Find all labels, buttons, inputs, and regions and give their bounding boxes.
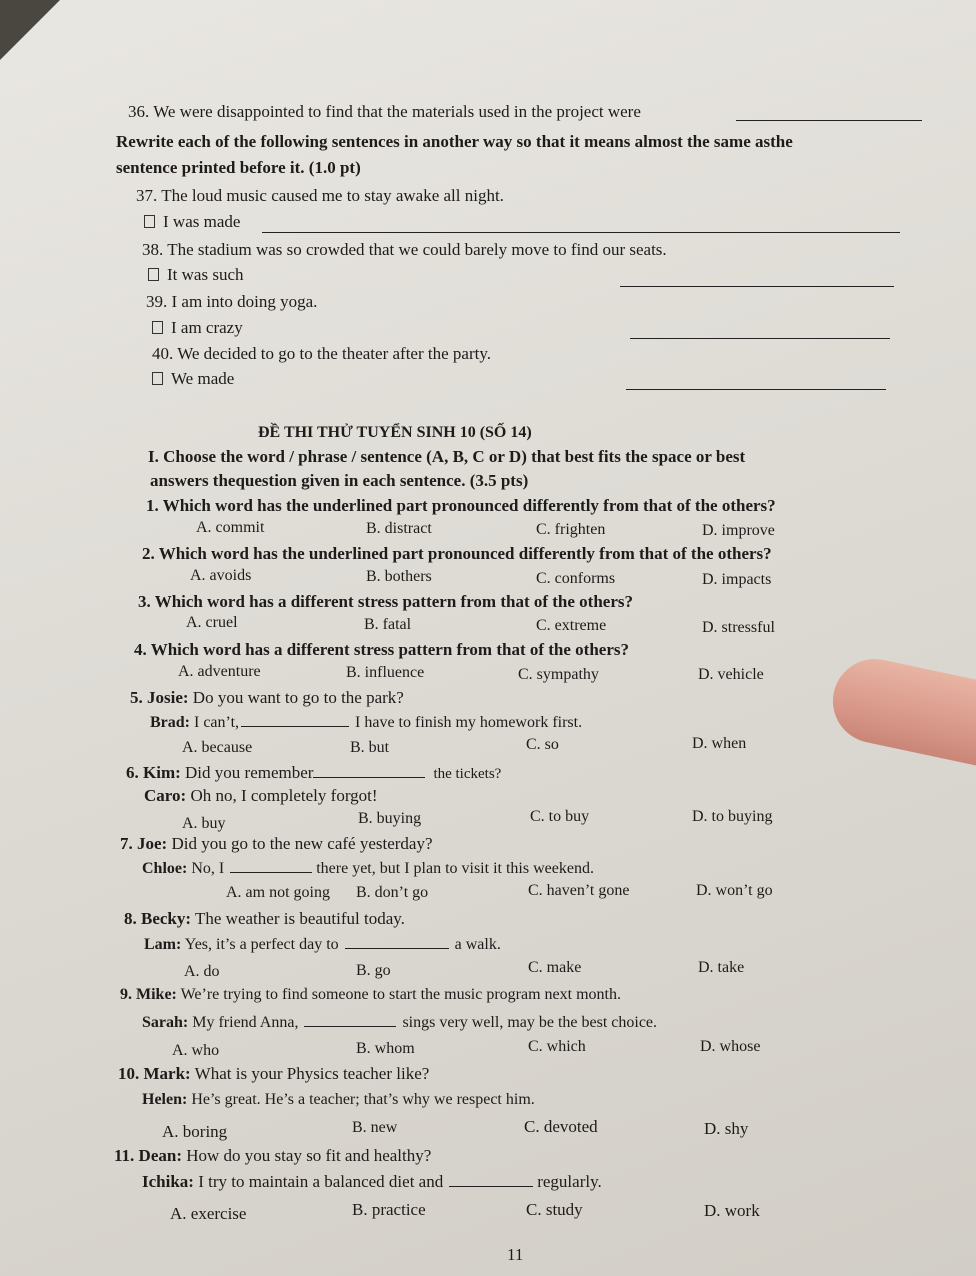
option-b[interactable]: B. buying [358,810,422,827]
q39-text: 39. I am into doing yoga. [146,292,318,311]
option-b[interactable]: B. fatal [364,616,412,633]
option-c[interactable]: C. devoted [524,1117,598,1136]
q40-text: 40. We decided to go to the theater after the party. [152,344,491,363]
option-c[interactable]: C. to buy [530,808,590,825]
dialogue-line: Helen: He’s great. He’s a teacher; that’s why we respect him. [142,1091,535,1108]
answer-blank[interactable] [241,712,349,727]
q39-answer-prompt: I am crazy [152,318,243,338]
page-number: 11 [507,1245,524,1264]
dialogue-line: Chloe: No, I there yet, but I plan to visit it this weekend. [142,860,594,877]
option-d[interactable]: D. won’t go [696,882,773,899]
option-c[interactable]: C. study [526,1200,583,1219]
option-a[interactable]: A. cruel [186,614,238,631]
option-c[interactable]: C. haven’t gone [528,882,630,899]
option-a[interactable]: A. am not going [226,884,330,901]
dialogue-line: 5. Josie: Do you want to go to the park? [130,688,404,707]
q40-answer-prompt: We made [152,369,234,389]
option-d[interactable]: D. to buying [692,808,773,825]
answer-blank[interactable] [313,763,425,778]
dialogue-line: 10. Mark: What is your Physics teacher like? [118,1064,430,1083]
option-a[interactable]: A. buy [182,815,226,832]
dialogue-line: Brad: I can’t, I have to finish my homework first. [150,714,583,731]
question-stem: 3. Which word has a different stress pattern from that of the others? [138,592,634,611]
option-d[interactable]: D. stressful [702,619,775,636]
checkbox-icon [144,215,155,228]
answer-blank[interactable] [230,858,312,873]
option-a[interactable]: A. because [182,739,253,756]
option-a[interactable]: A. do [184,963,220,980]
option-b[interactable]: B. bothers [366,568,432,585]
dialogue-line: 6. Kim: Did you remember the tickets? [126,763,502,782]
option-c[interactable]: C. conforms [536,570,616,587]
option-c[interactable]: C. make [528,959,582,976]
option-d[interactable]: D. take [698,959,745,976]
section-instruction: I. Choose the word / phrase / sentence (A, B, C or D) that best fits the space or best [148,447,746,466]
option-d[interactable]: D. impacts [702,571,772,588]
option-c[interactable]: C. so [526,736,559,753]
exam-title: ĐỀ THI THỬ TUYỂN SINH 10 (SỐ 14) [258,424,532,441]
question-stem: 1. Which word has the underlined part pronounced differently from that of the others? [146,496,776,515]
dialogue-line: 11. Dean: How do you stay so fit and healthy? [114,1146,432,1165]
option-b[interactable]: B. influence [346,664,425,681]
rewrite-instruction-2: sentence printed before it. (1.0 pt) [116,158,361,177]
q37-answer-prompt: I was made [144,212,240,232]
option-d[interactable]: D. when [692,735,747,752]
option-a[interactable]: A. commit [196,519,265,536]
option-c[interactable]: C. which [528,1038,586,1055]
q37-text: 37. The loud music caused me to stay awake all night. [136,186,504,205]
section-instruction-2: answers thequestion given in each sentence. (3.5 pts) [150,471,529,490]
option-b[interactable]: B. whom [356,1040,415,1057]
option-b[interactable]: B. don’t go [356,884,429,901]
option-b[interactable]: B. but [350,739,390,756]
dialogue-line: Sarah: My friend Anna, sings very well, may be the best choice. [142,1014,658,1031]
option-c[interactable]: C. extreme [536,617,607,634]
q36-blank [736,120,922,121]
checkbox-icon [148,268,159,281]
q38-text: 38. The stadium was so crowded that we could barely move to find our seats. [142,240,667,259]
dialogue-line: Lam: Yes, it’s a perfect day to a walk. [144,936,501,953]
dialogue-line: Caro: Oh no, I completely forgot! [144,786,378,805]
rewrite-instruction: Rewrite each of the following sentences in another way so that it means almost the same asthe [116,132,793,151]
q39-answer-line[interactable] [630,338,890,339]
option-b[interactable]: B. distract [366,520,432,537]
checkbox-icon [152,372,163,385]
answer-blank[interactable] [345,934,449,949]
option-d[interactable]: D. vehicle [698,666,764,683]
option-a[interactable]: A. exercise [170,1204,247,1223]
dialogue-line: 7. Joe: Did you go to the new café yesterday? [120,834,433,853]
answer-blank[interactable] [304,1012,396,1027]
question-stem: 2. Which word has the underlined part pronounced differently from that of the others? [142,544,772,563]
option-a[interactable]: A. boring [162,1122,228,1141]
option-d[interactable]: D. whose [700,1038,761,1055]
option-a[interactable]: A. adventure [178,663,261,680]
option-a[interactable]: A. who [172,1042,220,1059]
q38-answer-line[interactable] [620,286,894,287]
option-c[interactable]: C. frighten [536,521,606,538]
option-c[interactable]: C. sympathy [518,666,599,683]
option-b[interactable]: B. practice [352,1200,426,1219]
option-a[interactable]: A. avoids [190,567,252,584]
answer-blank[interactable] [449,1172,533,1187]
q40-answer-line[interactable] [626,389,886,390]
option-d[interactable]: D. improve [702,522,775,539]
checkbox-icon [152,321,163,334]
option-b[interactable]: B. new [352,1119,398,1136]
q36-text: 36. We were disappointed to find that the materials used in the project were [128,102,641,121]
dialogue-line: 8. Becky: The weather is beautiful today. [124,909,405,928]
option-b[interactable]: B. go [356,962,391,979]
question-stem: 4. Which word has a different stress pattern from that of the others? [134,640,630,659]
dialogue-line: Ichika: I try to maintain a balanced diet and regularly. [142,1172,602,1191]
q38-answer-prompt: It was such [148,265,243,285]
q37-answer-line[interactable] [262,232,900,233]
dialogue-line: 9. Mike: We’re trying to find someone to start the music program next month. [120,986,621,1003]
option-d[interactable]: D. shy [704,1119,749,1138]
option-d[interactable]: D. work [704,1201,760,1220]
